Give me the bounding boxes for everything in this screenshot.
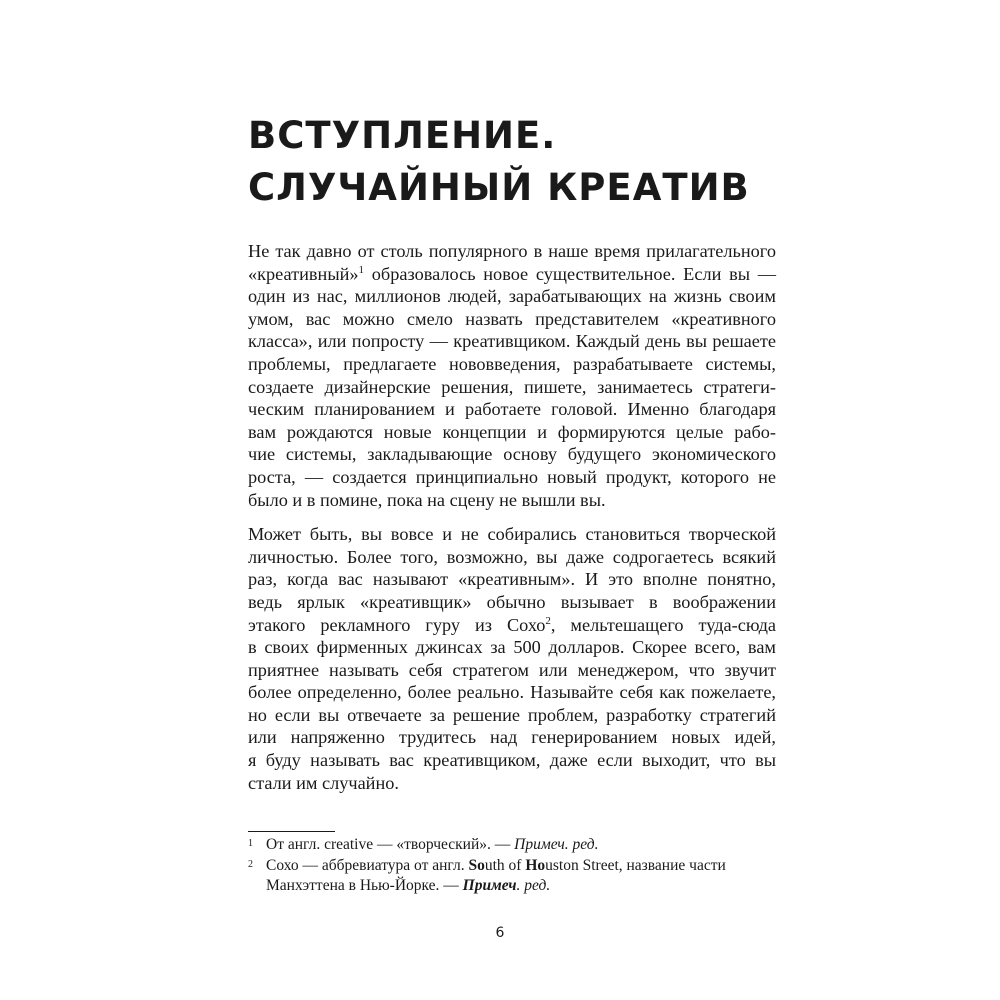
paragraph-1-line <box>248 263 776 286</box>
paragraph-2-line: я буду называть вас креативщиком, даже если выходит, что вы <box>248 750 776 771</box>
footnote-ref-2[interactable]: 2 <box>545 614 551 627</box>
footnote-2-number: 2 <box>248 858 253 870</box>
footnote-1-body: От англ. creative — «творческий». — <box>266 836 515 853</box>
footnote-1-number: 1 <box>248 838 253 849</box>
paragraph-2-line: приятнее называть себя стратегом или менеджером, что звучит <box>248 659 776 680</box>
paragraph-1-line: создаете дизайнерские решения, пишете, занимаетесь стратеги- <box>248 376 776 397</box>
paragraph-1-line: класса», или попросту — креативщиком. Каждый день вы решаете <box>248 331 776 352</box>
footnotes <box>248 835 776 897</box>
paragraph-1-line: ческим планированием и работаете головой. Именно благодаря <box>248 399 776 420</box>
paragraph-1-line: один из нас, миллионов людей, зарабатывающих на жизнь своим <box>248 286 776 307</box>
footnote-2-text-line-1 <box>266 856 776 877</box>
paragraph-2-line: раз, когда вас называют «креативным». И это вполне понятно, <box>248 569 776 590</box>
paragraph-1-line: Не так давно от столь популярного в наше время прилагательного <box>248 241 776 261</box>
paragraph-2-line-rest: , мельтешащего туда-сюда <box>550 614 776 635</box>
paragraph-2-line: в своих фирменных джинсах за 500 долларов. Скорее всего, вам <box>248 637 776 658</box>
paragraph-2-line: ведь ярлык «креативщик» обычно вызывает в воображении <box>248 591 776 612</box>
footnote-2-mid-1: uth of <box>484 856 526 874</box>
chapter-title-line-1: ВСТУПЛЕНИЕ. <box>248 114 557 157</box>
footnote-2-editor-note-rest: . ред. <box>516 877 551 894</box>
paragraph-1-line: чие системы, закладывающие основу будущего экономического <box>248 444 776 465</box>
paragraph-2-line: стали им случайно. <box>248 772 399 793</box>
term-creative: «креативный» <box>248 263 359 284</box>
paragraph-1-line: умом, вас можно смело назвать представителем «креативного <box>248 308 776 329</box>
paragraph-2-line: но если вы отвечаете за решение проблем, разработку стратегий <box>248 704 776 725</box>
page-number: 6 <box>495 925 505 941</box>
footnote-2-line-2-body: Манхэттена в Нью-Йорке. — <box>266 877 463 894</box>
footnote-1-text <box>266 835 776 856</box>
footnote-2-mid-2: uston Street, название части <box>545 856 726 874</box>
chapter-title-line-2: СЛУЧАЙНЫЙ КРЕАТИВ <box>248 166 750 209</box>
footnote-divider <box>248 831 335 832</box>
footnote-2-bold-so: So <box>468 856 485 874</box>
paragraph-2-line <box>248 614 776 637</box>
body-text <box>248 240 776 794</box>
paragraph-1 <box>248 240 776 511</box>
paragraph-2 <box>248 523 776 794</box>
footnote-ref-1[interactable]: 1 <box>358 263 365 276</box>
paragraph-1-line: роста, — создается принципиально новый продукт, которого не <box>248 466 776 487</box>
paragraph-1-line: проблемы, предлагаете нововведения, разрабатываете системы, <box>248 353 776 374</box>
footnote-1 <box>248 835 776 856</box>
footnote-2-editor-note-bold: Примеч <box>462 877 517 894</box>
paragraph-2-line-start: этакого рекламного гуру из Сохо <box>248 614 546 635</box>
footnote-2-prefix: Сохо — аббревиатура от англ. <box>266 856 469 874</box>
footnote-2-text-line-2 <box>266 876 776 897</box>
paragraph-2-line: более определенно, более реально. Называйте себя как пожелаете, <box>248 682 776 703</box>
paragraph-1-line-rest: образовалось новое существительное. Если вы — <box>364 263 776 284</box>
paragraph-2-line: Может быть, вы вовсе и не собирались становиться творческой <box>248 524 776 545</box>
footnote-2-bold-ho: Ho <box>525 856 546 874</box>
paragraph-1-line: вам рождаются новые концепции и формируются целые рабо- <box>248 421 776 442</box>
paragraph-2-line: или напряженно трудитесь над генерированием новых идей, <box>248 727 776 748</box>
paragraph-2-line: личностью. Более того, возможно, вы даже содрогаетесь всякий <box>248 546 776 567</box>
chapter-title <box>248 110 808 214</box>
footnote-1-editor-note: Примеч. ред. <box>514 836 599 853</box>
paragraph-1-line: было и в помине, пока на сцену не вышли вы. <box>248 489 606 510</box>
footnote-2-editor-note <box>463 877 551 894</box>
footnote-2 <box>248 856 776 897</box>
